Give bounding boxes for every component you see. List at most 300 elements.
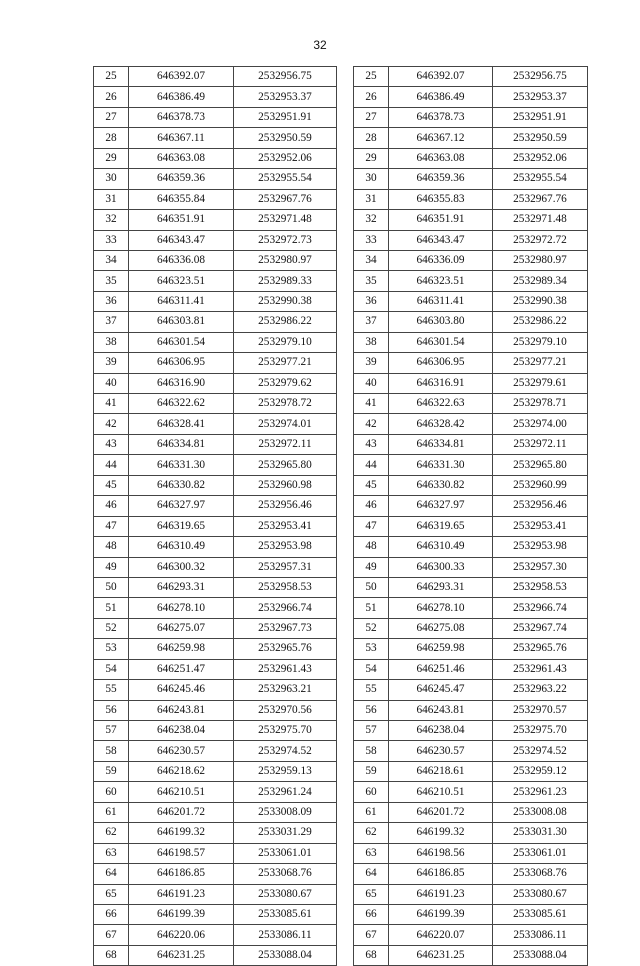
x-coordinate-cell: 646231.25 [389,945,493,965]
table-row [354,925,588,945]
x-coordinate-cell: 646201.72 [389,802,493,822]
x-coordinate-cell: 646251.46 [389,659,493,679]
point-number-cell: 55 [354,680,389,700]
point-number-cell: 44 [94,455,129,475]
point-number-cell: 67 [94,925,129,945]
x-coordinate-cell: 646220.07 [389,925,493,945]
table-row [94,884,337,904]
point-number-cell: 38 [94,332,129,352]
y-coordinate-cell: 2532979.62 [234,373,337,393]
y-coordinate-cell: 2532977.21 [493,353,588,373]
point-number-cell: 26 [94,87,129,107]
point-number-cell: 46 [354,496,389,516]
y-coordinate-cell: 2533086.11 [234,925,337,945]
y-coordinate-cell: 2532963.21 [234,680,337,700]
x-coordinate-cell: 646319.65 [129,516,234,536]
right-coordinate-table [353,66,588,966]
table-row [354,107,588,127]
point-number-cell: 67 [354,925,389,945]
point-number-cell: 29 [354,148,389,168]
table-row [94,148,337,168]
y-coordinate-cell: 2532965.80 [234,455,337,475]
table-row [354,475,588,495]
y-coordinate-cell: 2532979.10 [493,332,588,352]
table-row [354,598,588,618]
x-coordinate-cell: 646238.04 [389,721,493,741]
table-row [94,414,337,434]
point-number-cell: 48 [94,537,129,557]
point-number-cell: 32 [354,210,389,230]
point-number-cell: 60 [354,782,389,802]
table-row [94,210,337,230]
y-coordinate-cell: 2533031.29 [234,823,337,843]
y-coordinate-cell: 2532950.59 [234,128,337,148]
x-coordinate-cell: 646278.10 [389,598,493,618]
x-coordinate-cell: 646351.91 [389,210,493,230]
x-coordinate-cell: 646199.32 [129,823,234,843]
x-coordinate-cell: 646191.23 [389,884,493,904]
x-coordinate-cell: 646245.47 [389,680,493,700]
y-coordinate-cell: 2533088.04 [493,945,588,965]
table-row [94,455,337,475]
table-row [354,577,588,597]
point-number-cell: 42 [354,414,389,434]
table-row [354,864,588,884]
x-coordinate-cell: 646199.39 [389,904,493,924]
point-number-cell: 30 [94,169,129,189]
x-coordinate-cell: 646293.31 [129,577,234,597]
table-row [94,128,337,148]
x-coordinate-cell: 646331.30 [389,455,493,475]
table-row [354,128,588,148]
point-number-cell: 56 [94,700,129,720]
x-coordinate-cell: 646186.85 [129,864,234,884]
point-number-cell: 50 [354,577,389,597]
point-number-cell: 34 [94,250,129,270]
table-row [94,87,337,107]
x-coordinate-cell: 646378.73 [389,107,493,127]
y-coordinate-cell: 2532963.22 [493,680,588,700]
point-number-cell: 35 [94,271,129,291]
table-row [354,67,588,87]
y-coordinate-cell: 2532971.48 [234,210,337,230]
table-row [354,373,588,393]
point-number-cell: 63 [354,843,389,863]
point-number-cell: 54 [94,659,129,679]
point-number-cell: 56 [354,700,389,720]
y-coordinate-cell: 2532979.61 [493,373,588,393]
point-number-cell: 34 [354,250,389,270]
point-number-cell: 40 [94,373,129,393]
table-row [94,802,337,822]
table-row [94,843,337,863]
point-number-cell: 27 [94,107,129,127]
x-coordinate-cell: 646343.47 [389,230,493,250]
y-coordinate-cell: 2532967.76 [493,189,588,209]
y-coordinate-cell: 2532965.80 [493,455,588,475]
x-coordinate-cell: 646323.51 [389,271,493,291]
point-number-cell: 51 [354,598,389,618]
x-coordinate-cell: 646303.81 [129,312,234,332]
y-coordinate-cell: 2532972.73 [234,230,337,250]
table-row [354,189,588,209]
table-row [354,761,588,781]
x-coordinate-cell: 646199.39 [129,904,234,924]
y-coordinate-cell: 2532989.34 [493,271,588,291]
x-coordinate-cell: 646198.56 [389,843,493,863]
x-coordinate-cell: 646259.98 [389,639,493,659]
x-coordinate-cell: 646322.63 [389,394,493,414]
point-number-cell: 39 [354,353,389,373]
x-coordinate-cell: 646243.81 [389,700,493,720]
point-number-cell: 52 [94,618,129,638]
x-coordinate-cell: 646301.54 [389,332,493,352]
point-number-cell: 43 [94,434,129,454]
y-coordinate-cell: 2532956.46 [493,496,588,516]
y-coordinate-cell: 2533080.67 [493,884,588,904]
table-row [354,537,588,557]
table-row [94,107,337,127]
x-coordinate-cell: 646319.65 [389,516,493,536]
point-number-cell: 49 [354,557,389,577]
x-coordinate-cell: 646259.98 [129,639,234,659]
point-number-cell: 55 [94,680,129,700]
point-number-cell: 57 [354,721,389,741]
point-number-cell: 29 [94,148,129,168]
table-row [354,904,588,924]
x-coordinate-cell: 646355.84 [129,189,234,209]
x-coordinate-cell: 646336.09 [389,250,493,270]
point-number-cell: 47 [354,516,389,536]
point-number-cell: 26 [354,87,389,107]
x-coordinate-cell: 646323.51 [129,271,234,291]
y-coordinate-cell: 2532953.37 [234,87,337,107]
x-coordinate-cell: 646220.06 [129,925,234,945]
y-coordinate-cell: 2532950.59 [493,128,588,148]
y-coordinate-cell: 2532989.33 [234,271,337,291]
table-row [354,823,588,843]
coordinate-tables [93,66,587,962]
x-coordinate-cell: 646378.73 [129,107,234,127]
point-number-cell: 49 [94,557,129,577]
y-coordinate-cell: 2532956.46 [234,496,337,516]
table-row [94,639,337,659]
point-number-cell: 33 [94,230,129,250]
point-number-cell: 68 [354,945,389,965]
table-row [354,782,588,802]
x-coordinate-cell: 646275.08 [389,618,493,638]
point-number-cell: 27 [354,107,389,127]
point-number-cell: 65 [94,884,129,904]
y-coordinate-cell: 2532970.57 [493,700,588,720]
y-coordinate-cell: 2532975.70 [493,721,588,741]
x-coordinate-cell: 646230.57 [389,741,493,761]
x-coordinate-cell: 646251.47 [129,659,234,679]
point-number-cell: 25 [354,67,389,87]
x-coordinate-cell: 646310.49 [129,537,234,557]
y-coordinate-cell: 2532974.01 [234,414,337,434]
point-number-cell: 41 [94,394,129,414]
table-row [94,721,337,741]
y-coordinate-cell: 2532978.72 [234,394,337,414]
table-row [94,741,337,761]
table-row [354,843,588,863]
x-coordinate-cell: 646316.91 [389,373,493,393]
table-row [354,659,588,679]
point-number-cell: 52 [354,618,389,638]
y-coordinate-cell: 2533068.76 [234,864,337,884]
point-number-cell: 58 [94,741,129,761]
table-row [354,618,588,638]
x-coordinate-cell: 646186.85 [389,864,493,884]
table-row [94,618,337,638]
x-coordinate-cell: 646334.81 [389,434,493,454]
x-coordinate-cell: 646363.08 [129,148,234,168]
y-coordinate-cell: 2532965.76 [493,639,588,659]
table-row [354,680,588,700]
y-coordinate-cell: 2532978.71 [493,394,588,414]
point-number-cell: 53 [354,639,389,659]
point-number-cell: 31 [94,189,129,209]
table-row [94,577,337,597]
table-row [94,373,337,393]
point-number-cell: 33 [354,230,389,250]
x-coordinate-cell: 646275.07 [129,618,234,638]
y-coordinate-cell: 2532960.99 [493,475,588,495]
table-row [354,230,588,250]
x-coordinate-cell: 646311.41 [389,291,493,311]
x-coordinate-cell: 646210.51 [389,782,493,802]
x-coordinate-cell: 646327.97 [389,496,493,516]
y-coordinate-cell: 2532956.75 [493,67,588,87]
table-row [354,291,588,311]
point-number-cell: 44 [354,455,389,475]
table-row [94,394,337,414]
table-row [94,434,337,454]
y-coordinate-cell: 2533008.09 [234,802,337,822]
table-row [354,802,588,822]
point-number-cell: 39 [94,353,129,373]
table-row [354,741,588,761]
x-coordinate-cell: 646330.82 [129,475,234,495]
table-row [354,210,588,230]
x-coordinate-cell: 646359.36 [389,169,493,189]
x-coordinate-cell: 646310.49 [389,537,493,557]
table-row [94,557,337,577]
table-row [94,291,337,311]
y-coordinate-cell: 2532957.31 [234,557,337,577]
y-coordinate-cell: 2532953.98 [493,537,588,557]
y-coordinate-cell: 2532957.30 [493,557,588,577]
y-coordinate-cell: 2532979.10 [234,332,337,352]
point-number-cell: 46 [94,496,129,516]
point-number-cell: 58 [354,741,389,761]
y-coordinate-cell: 2532974.52 [234,741,337,761]
y-coordinate-cell: 2532974.52 [493,741,588,761]
table-row [94,353,337,373]
y-coordinate-cell: 2532955.54 [234,169,337,189]
y-coordinate-cell: 2532959.12 [493,761,588,781]
point-number-cell: 64 [354,864,389,884]
x-coordinate-cell: 646293.31 [389,577,493,597]
y-coordinate-cell: 2533061.01 [234,843,337,863]
x-coordinate-cell: 646230.57 [129,741,234,761]
y-coordinate-cell: 2532966.74 [493,598,588,618]
point-number-cell: 62 [354,823,389,843]
table-row [354,496,588,516]
y-coordinate-cell: 2532951.91 [234,107,337,127]
point-number-cell: 66 [94,904,129,924]
point-number-cell: 31 [354,189,389,209]
x-coordinate-cell: 646238.04 [129,721,234,741]
point-number-cell: 54 [354,659,389,679]
point-number-cell: 47 [94,516,129,536]
y-coordinate-cell: 2532974.00 [493,414,588,434]
table-row [94,700,337,720]
x-coordinate-cell: 646278.10 [129,598,234,618]
table-row [354,639,588,659]
point-number-cell: 63 [94,843,129,863]
y-coordinate-cell: 2532960.98 [234,475,337,495]
x-coordinate-cell: 646328.41 [129,414,234,434]
x-coordinate-cell: 646198.57 [129,843,234,863]
y-coordinate-cell: 2532953.98 [234,537,337,557]
point-number-cell: 45 [354,475,389,495]
point-number-cell: 61 [94,802,129,822]
y-coordinate-cell: 2533068.76 [493,864,588,884]
y-coordinate-cell: 2532953.41 [493,516,588,536]
table-row [354,414,588,434]
table-row [354,271,588,291]
y-coordinate-cell: 2532952.06 [493,148,588,168]
y-coordinate-cell: 2532953.37 [493,87,588,107]
point-number-cell: 45 [94,475,129,495]
y-coordinate-cell: 2533061.01 [493,843,588,863]
table-row [354,945,588,965]
point-number-cell: 42 [94,414,129,434]
table-row [354,394,588,414]
point-number-cell: 38 [354,332,389,352]
point-number-cell: 59 [354,761,389,781]
point-number-cell: 53 [94,639,129,659]
point-number-cell: 36 [94,291,129,311]
x-coordinate-cell: 646210.51 [129,782,234,802]
table-row [94,496,337,516]
y-coordinate-cell: 2533008.08 [493,802,588,822]
point-number-cell: 50 [94,577,129,597]
point-number-cell: 37 [94,312,129,332]
page-number: 32 [313,38,327,52]
x-coordinate-cell: 646322.62 [129,394,234,414]
table-row [94,537,337,557]
y-coordinate-cell: 2532980.97 [493,250,588,270]
point-number-cell: 60 [94,782,129,802]
x-coordinate-cell: 646306.95 [389,353,493,373]
x-coordinate-cell: 646343.47 [129,230,234,250]
x-coordinate-cell: 646201.72 [129,802,234,822]
point-number-cell: 40 [354,373,389,393]
x-coordinate-cell: 646218.61 [389,761,493,781]
y-coordinate-cell: 2532961.43 [234,659,337,679]
table-row [94,169,337,189]
x-coordinate-cell: 646306.95 [129,353,234,373]
table-row [94,659,337,679]
table-row [94,925,337,945]
y-coordinate-cell: 2532972.72 [493,230,588,250]
y-coordinate-cell: 2533031.30 [493,823,588,843]
table-row [94,782,337,802]
point-number-cell: 28 [94,128,129,148]
y-coordinate-cell: 2532986.22 [234,312,337,332]
y-coordinate-cell: 2532977.21 [234,353,337,373]
x-coordinate-cell: 646386.49 [389,87,493,107]
point-number-cell: 68 [94,945,129,965]
x-coordinate-cell: 646359.36 [129,169,234,189]
x-coordinate-cell: 646301.54 [129,332,234,352]
x-coordinate-cell: 646316.90 [129,373,234,393]
y-coordinate-cell: 2532961.23 [493,782,588,802]
table-row [354,721,588,741]
x-coordinate-cell: 646331.30 [129,455,234,475]
point-number-cell: 41 [354,394,389,414]
y-coordinate-cell: 2533085.61 [493,904,588,924]
table-row [354,700,588,720]
table-row [94,904,337,924]
table-row [94,516,337,536]
y-coordinate-cell: 2532959.13 [234,761,337,781]
y-coordinate-cell: 2533085.61 [234,904,337,924]
point-number-cell: 30 [354,169,389,189]
y-coordinate-cell: 2532975.70 [234,721,337,741]
x-coordinate-cell: 646243.81 [129,700,234,720]
table-row [354,312,588,332]
point-number-cell: 43 [354,434,389,454]
x-coordinate-cell: 646327.97 [129,496,234,516]
table-row [354,434,588,454]
table-row [354,353,588,373]
y-coordinate-cell: 2532956.75 [234,67,337,87]
table-row [94,67,337,87]
point-number-cell: 51 [94,598,129,618]
x-coordinate-cell: 646199.32 [389,823,493,843]
y-coordinate-cell: 2532967.74 [493,618,588,638]
y-coordinate-cell: 2532951.91 [493,107,588,127]
point-number-cell: 35 [354,271,389,291]
table-row [354,516,588,536]
x-coordinate-cell: 646218.62 [129,761,234,781]
y-coordinate-cell: 2532990.38 [234,291,337,311]
table-row [94,598,337,618]
point-number-cell: 57 [94,721,129,741]
left-coordinate-table [93,66,337,966]
table-row [94,230,337,250]
table-row [94,250,337,270]
point-number-cell: 66 [354,904,389,924]
x-coordinate-cell: 646330.82 [389,475,493,495]
point-number-cell: 36 [354,291,389,311]
table-row [354,557,588,577]
x-coordinate-cell: 646336.08 [129,250,234,270]
x-coordinate-cell: 646355.83 [389,189,493,209]
table-row [94,680,337,700]
point-number-cell: 37 [354,312,389,332]
y-coordinate-cell: 2532972.11 [234,434,337,454]
x-coordinate-cell: 646191.23 [129,884,234,904]
table-row [354,455,588,475]
x-coordinate-cell: 646311.41 [129,291,234,311]
y-coordinate-cell: 2532952.06 [234,148,337,168]
y-coordinate-cell: 2532961.43 [493,659,588,679]
